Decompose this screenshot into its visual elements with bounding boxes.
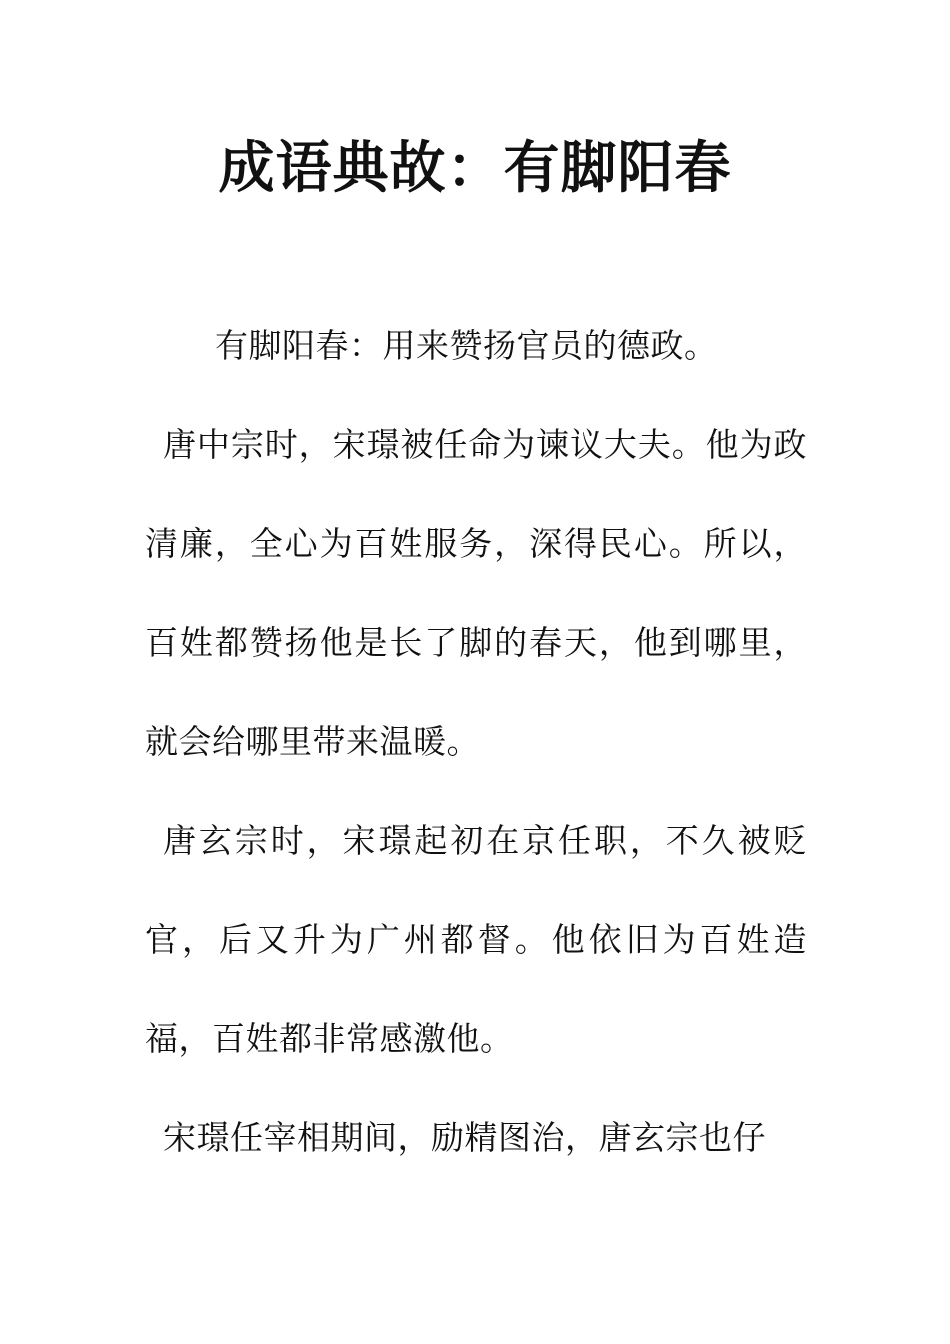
paragraph-xuanzong: 唐玄宗时，宋璟起初在京任职，不久被贬官，后又升为广州都督。他依旧为百姓造福，百姓都非常感激他。 [145, 821, 807, 1058]
paragraph-zhongzong: 唐中宗时，宋璟被任命为谏议大夫。他为政清廉，全心为百姓服务，深得民心。所以，百姓都赞扬他是长了脚的春天，他到哪里，就会给哪里带来温暖。 [145, 425, 807, 761]
document-body [145, 296, 807, 1187]
paragraph-definition: 有脚阳春：用来赞扬官员的德政。 [215, 326, 718, 365]
paragraph-prime-minister: 宋璟任宰相期间，励精图治，唐玄宗也仔 [163, 1118, 766, 1157]
document-title: 成语典故：有脚阳春 [218, 135, 732, 201]
